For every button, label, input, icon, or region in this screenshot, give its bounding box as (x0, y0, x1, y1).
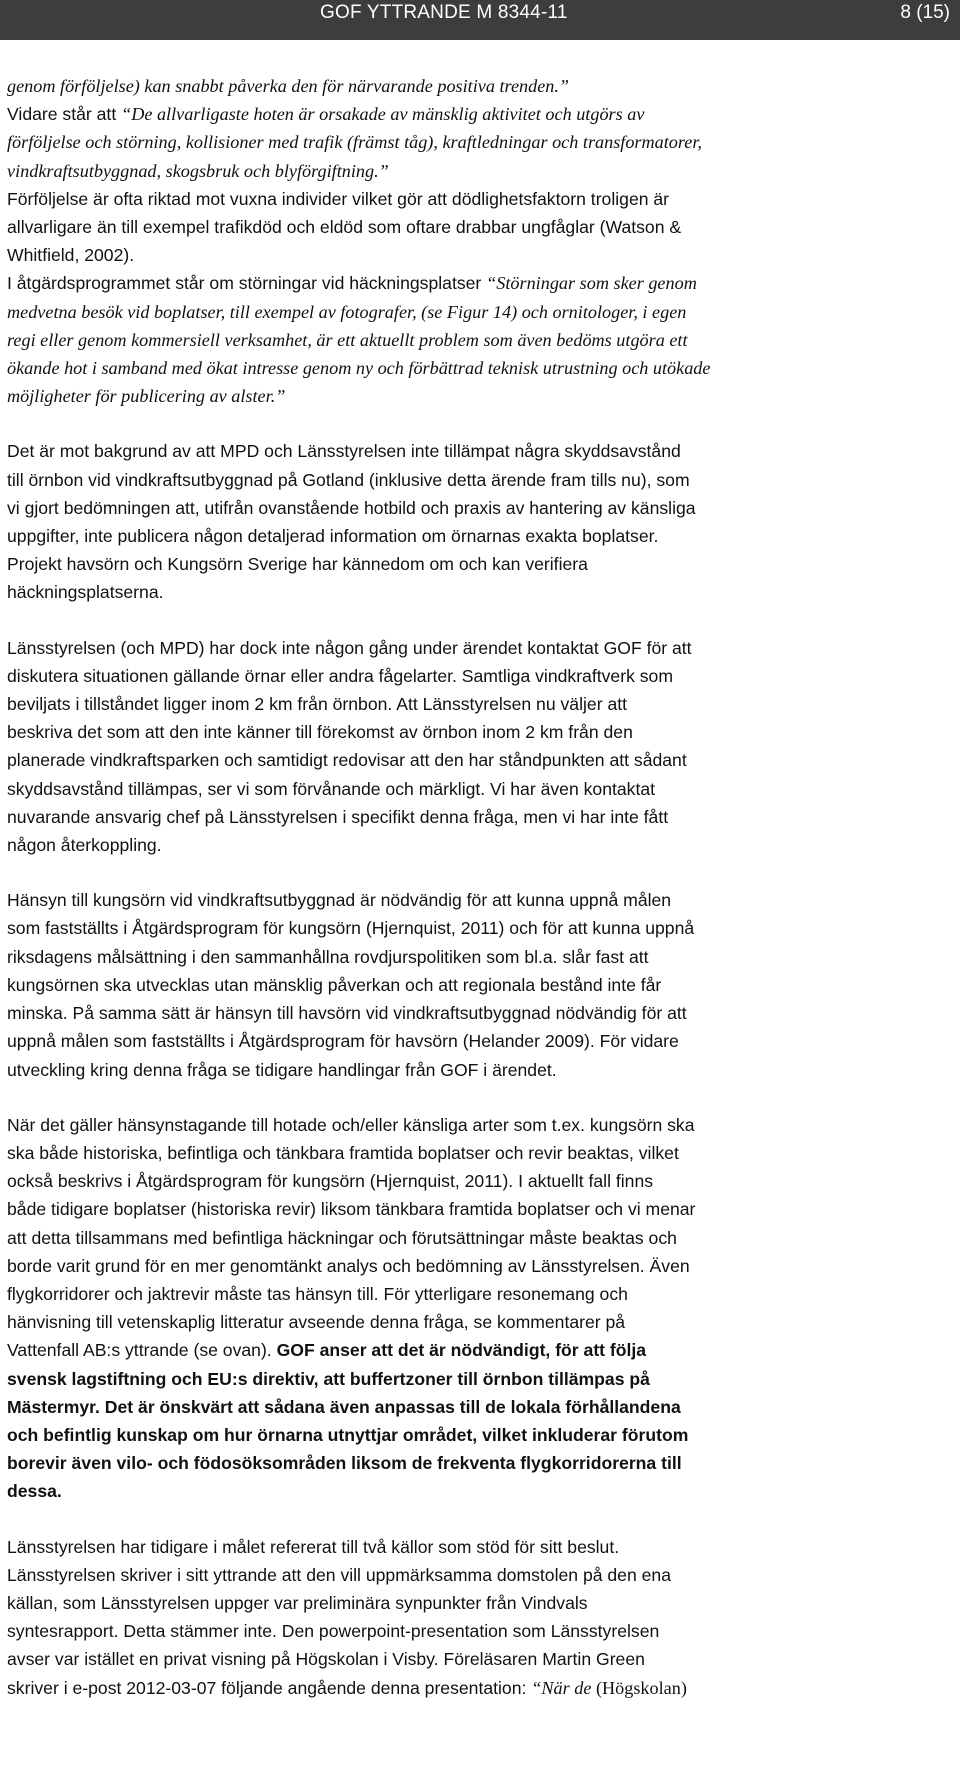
text-line: skyddsavstånd tillämpas, ser vi som förvånande och märkligt. Vi har även kontaktat (7, 778, 656, 799)
bold-statement: borevir även vilo- och födosöksområden liksom de frekventa flygkorridorerna till (7, 1453, 682, 1474)
text-line: Länsstyrelsen skriver i sitt yttrande att den vill uppmärksamma domstolen på den ena (7, 1564, 671, 1585)
paragraph-kallor (7, 1533, 949, 1702)
text-line: uppgifter, inte publicera någon detaljerad information om örnarnas exakta boplatser. (7, 526, 659, 547)
quote-line: regi eller genom kommersiell verksamhet, är ett aktuellt problem som även bedöms utgöra ett (7, 329, 688, 350)
text-line: till örnbon vid vindkraftsutbyggnad på Gotland (inklusive detta ärende fram tills nu), som (7, 469, 690, 490)
text-line: hänvisning till vetenskaplig litteratur avseende denna fråga, se kommentarer på (7, 1312, 626, 1333)
text-line: beskriva det som att den inte känner till förekomst av örnbon inom 2 km från den (7, 722, 633, 743)
quote-line: förföljelse och störning, kollisioner med trafik (främst tåg), kraftledningar och transformatorer, (7, 132, 702, 153)
page-header (0, 0, 960, 40)
paragraph-hansyn (7, 1111, 949, 1506)
text-line: diskutera situationen gällande örnar eller andra fågelarter. Samtliga vindkraftverk som (7, 665, 673, 686)
text-line: häckningsplatserna. (7, 582, 164, 603)
text-line: flygkorridorer och jaktrevir måste tas hänsyn till. För ytterligare resonemang och (7, 1283, 628, 1304)
text-line: avser var istället en privat visning på Högskolan i Visby. Föreläsaren Martin Green (7, 1649, 645, 1670)
text-line: som fastställts i Åtgärdsprogram för kungsörn (Hjernquist, 2011) och för att kunna uppnå (7, 918, 695, 939)
text-line: Whitfield, 2002). (7, 245, 135, 266)
text-line: minska. På samma sätt är hänsyn till havsörn vid vindkraftsutbyggnad nödvändig för att (7, 1003, 687, 1024)
quote-line: vindkraftsutbyggnad, skogsbruk och blyförgiftning.” (7, 160, 389, 181)
text-line: Förföljelse är ofta riktad mot vuxna individer vilket gör att dödlighetsfaktorn troligen är (7, 188, 670, 209)
quote-line: ökande hot i samband med ökat intresse genom ny och förbättrad teknisk utrustning och utökade (7, 358, 711, 379)
text-line: Projekt havsörn och Kungsörn Sverige har kännedom om och kan verifiera (7, 554, 588, 575)
text-line: kungsörnen ska utvecklas utan mänsklig påverkan och att regionala bestånd inte får (7, 974, 662, 995)
text-line: vi gjort bedömningen att, utifrån ovanstående hotbild och praxis av hantering av känsliga (7, 497, 696, 518)
text-line: planerade vindkraftsparken och samtidigt redovisar att den har ståndpunkten att sådant (7, 750, 687, 771)
text-line: skriver i e-post 2012-03-07 följande angående denna presentation: (7, 1677, 532, 1698)
document-id: GOF YTTRANDE M 8344-11 (320, 2, 568, 23)
bold-statement: och befintlig kunskap om hur örnarna utnyttjar området, vilket inkluderar förutom (7, 1424, 689, 1445)
paragraph-threats (7, 72, 949, 185)
text-line: Länsstyrelsen har tidigare i målet refererat till två källor som stöd för sitt beslut. (7, 1536, 620, 1557)
text-line: utveckling kring denna fråga se tidigare handlingar från GOF i ärendet. (7, 1059, 557, 1080)
text-line: Länsstyrelsen (och MPD) har dock inte någon gång under ärendet kontaktat GOF för att (7, 637, 692, 658)
paragraph-lansstyrelsen (7, 634, 949, 860)
text-line: I åtgärdsprogrammet står om störningar vid häckningsplatser (7, 273, 487, 294)
quote-line: “De allvarligaste hoten är orsakade av mänsklig aktivitet och utgörs av (121, 104, 645, 125)
bold-statement: GOF anser att det är nödvändigt, för att följa (276, 1340, 647, 1361)
text-line: riksdagens målsättning i den sammanhållna rovdjurspolitiken som bl.a. slår fast att (7, 946, 649, 967)
quote-line: möjligheter för publicering av alster.” (7, 386, 286, 407)
text-line: beviljats i tillståndet ligger inom 2 km från örnbon. Att Länsstyrelsen nu väljer att (7, 694, 627, 715)
quote-line: “Störningar som sker genom (486, 273, 697, 294)
text-line: att detta tillsammans med befintliga häckningar och förutsättningar måste beaktas och (7, 1227, 677, 1248)
document-body (7, 72, 949, 1702)
paragraph-kungsorn (7, 886, 949, 1083)
paragraph-disturbance (7, 269, 949, 410)
quote-line: “När de (531, 1677, 592, 1698)
text-line: syntesrapport. Detta stämmer inte. Den powerpoint-presentation som Länsstyrelsen (7, 1621, 660, 1642)
text-line: Hänsyn till kungsörn vid vindkraftsutbyggnad är nödvändig för att kunna uppnå målen (7, 890, 672, 911)
quote-line: (Högskolan) (591, 1677, 687, 1698)
text-line: Det är mot bakgrund av att MPD och Länsstyrelsen inte tillämpat några skyddsavstånd (7, 441, 681, 462)
text-line: källan, som Länsstyrelsen uppger var preliminära synpunkter från Vindvals (7, 1592, 588, 1613)
quote-line: genom förföljelse) kan snabbt påverka den för närvarande positiva trenden.” (7, 76, 570, 96)
bold-statement: dessa. (7, 1481, 62, 1502)
text-line: både tidigare boplatser (historiska revir) liksom tänkbara framtida boplatser och vi menar (7, 1199, 696, 1220)
text-line: Vattenfall AB:s yttrande (se ovan). (7, 1340, 277, 1361)
paragraph-persecution (7, 185, 949, 270)
bold-statement: svensk lagstiftning och EU:s direktiv, att buffertzoner till örnbon tillämpas på (7, 1368, 650, 1389)
bold-statement: Mästermyr. Det är önskvärt att sådana även anpassas till de lokala förhållandena (7, 1396, 681, 1417)
page-number: 8 (15) (900, 2, 950, 23)
paragraph-mpd (7, 437, 949, 606)
text-line: nuvarande ansvarig chef på Länsstyrelsen i specifikt denna fråga, men vi har inte fått (7, 806, 669, 827)
text-line: Vidare står att (7, 104, 122, 125)
text-line: också beskrivs i Åtgärdsprogram för kungsörn (Hjernquist, 2011). I aktuellt fall finns (7, 1171, 654, 1192)
text-line: borde varit grund för en mer genomtänkt analys och bedömning av Länsstyrelsen. Även (7, 1255, 690, 1276)
text-line: ska både historiska, befintliga och tänkbara framtida boplatser och revir beaktas, vilket (7, 1142, 679, 1163)
quote-line: medvetna besök vid boplatser, till exempel av fotografer, (se Figur 14) och ornitologer, i egen (7, 301, 687, 322)
text-line: När det gäller hänsynstagande till hotade och/eller känsliga arter som t.ex. kungsörn ska (7, 1114, 695, 1135)
text-line: uppnå målen som fastställts i Åtgärdsprogram för havsörn (Helander 2009). För vidare (7, 1031, 679, 1052)
text-line: någon återkoppling. (7, 835, 162, 856)
text-line: allvarligare än till exempel trafikdöd och eldöd som oftare drabbar ungfåglar (Watson & (7, 217, 682, 238)
